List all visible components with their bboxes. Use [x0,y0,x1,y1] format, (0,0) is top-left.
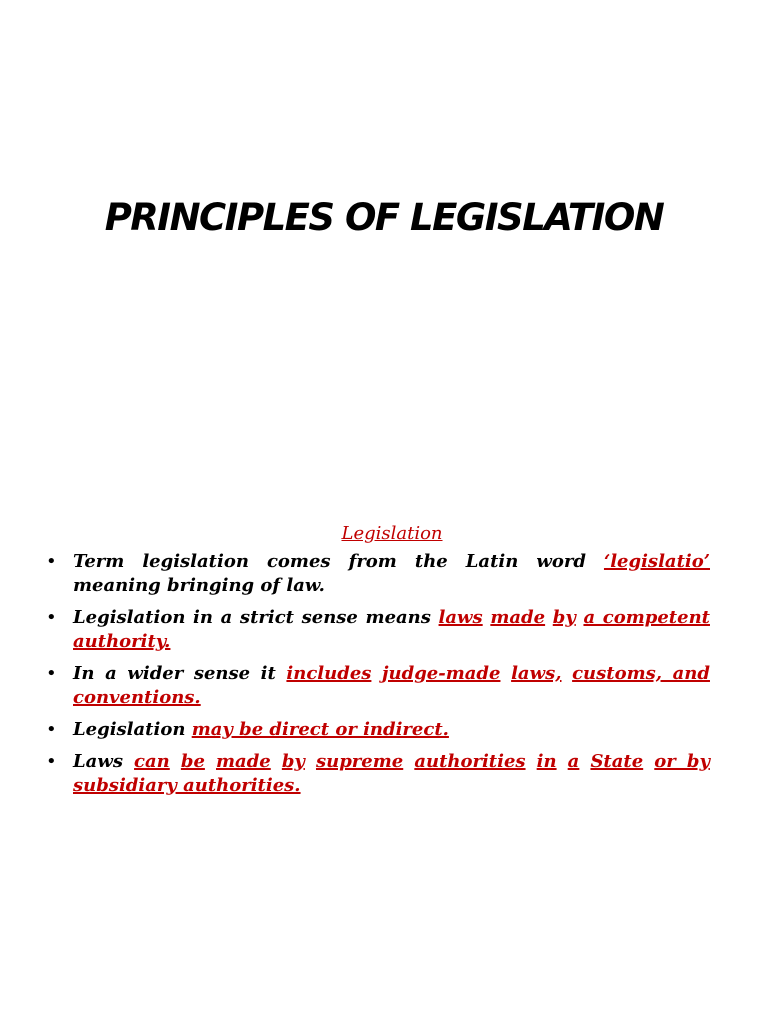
bullet-dot-icon: • [46,751,57,772]
bullet-text: meaning bringing of law. [73,575,325,596]
bullet-text [170,751,181,772]
bullet-item [46,662,710,710]
bullet-text [557,751,568,772]
bullet-dot-icon: • [46,607,57,628]
page-title: PRINCIPLES OF LEGISLATION [104,196,664,239]
bullet-text: Term legislation comes from the Latin word [73,551,604,572]
bullet-text [643,751,654,772]
bullet-dot-icon: • [46,719,57,740]
highlighted-text: laws, [511,663,562,684]
highlighted-text: a [567,751,580,772]
bullet-text [545,607,553,628]
highlighted-text: authorities [414,751,526,772]
bullet-text: Laws [73,751,135,772]
highlighted-text: be [180,751,205,772]
highlighted-text: includes [286,663,372,684]
bullet-text [500,663,511,684]
bullet-text: Legislation in a strict sense means [73,607,439,628]
bullet-text: In a wider sense it [73,663,287,684]
highlighted-text: may be direct or indirect. [191,719,449,740]
bullet-text [526,751,537,772]
bullet-text [403,751,414,772]
highlighted-text: or by subsidiary authorities. [73,751,710,796]
highlighted-text: by [552,607,576,628]
highlighted-text: supreme [315,751,404,772]
bullet-dot-icon: • [46,663,57,684]
highlighted-text: customs, and conventions. [73,663,710,708]
highlighted-text: by [281,751,305,772]
highlighted-text: in [536,751,557,772]
bullet-list [46,550,710,798]
bullet-item [46,718,710,742]
highlighted-text: made [216,751,271,772]
highlighted-text: ‘legislatio’ [603,551,710,572]
bullet-text [205,751,216,772]
highlighted-text: judge-made [382,663,501,684]
slide-body [46,522,710,806]
highlighted-text: made [490,607,546,628]
bullet-text [579,751,590,772]
bullet-text [371,663,382,684]
bullet-item [46,606,710,654]
bullet-dot-icon: • [46,551,57,572]
highlighted-text: a competent authority. [73,607,710,652]
bullet-item [46,550,710,598]
highlighted-text: State [590,751,644,772]
bullet-text: Legislation [73,719,192,740]
section-heading: Legislation [341,523,443,544]
bullet-text [561,663,572,684]
bullet-text [271,751,282,772]
highlighted-text: can [134,751,170,772]
bullet-item [46,750,710,798]
bullet-text [305,751,316,772]
highlighted-text: laws [438,607,483,628]
